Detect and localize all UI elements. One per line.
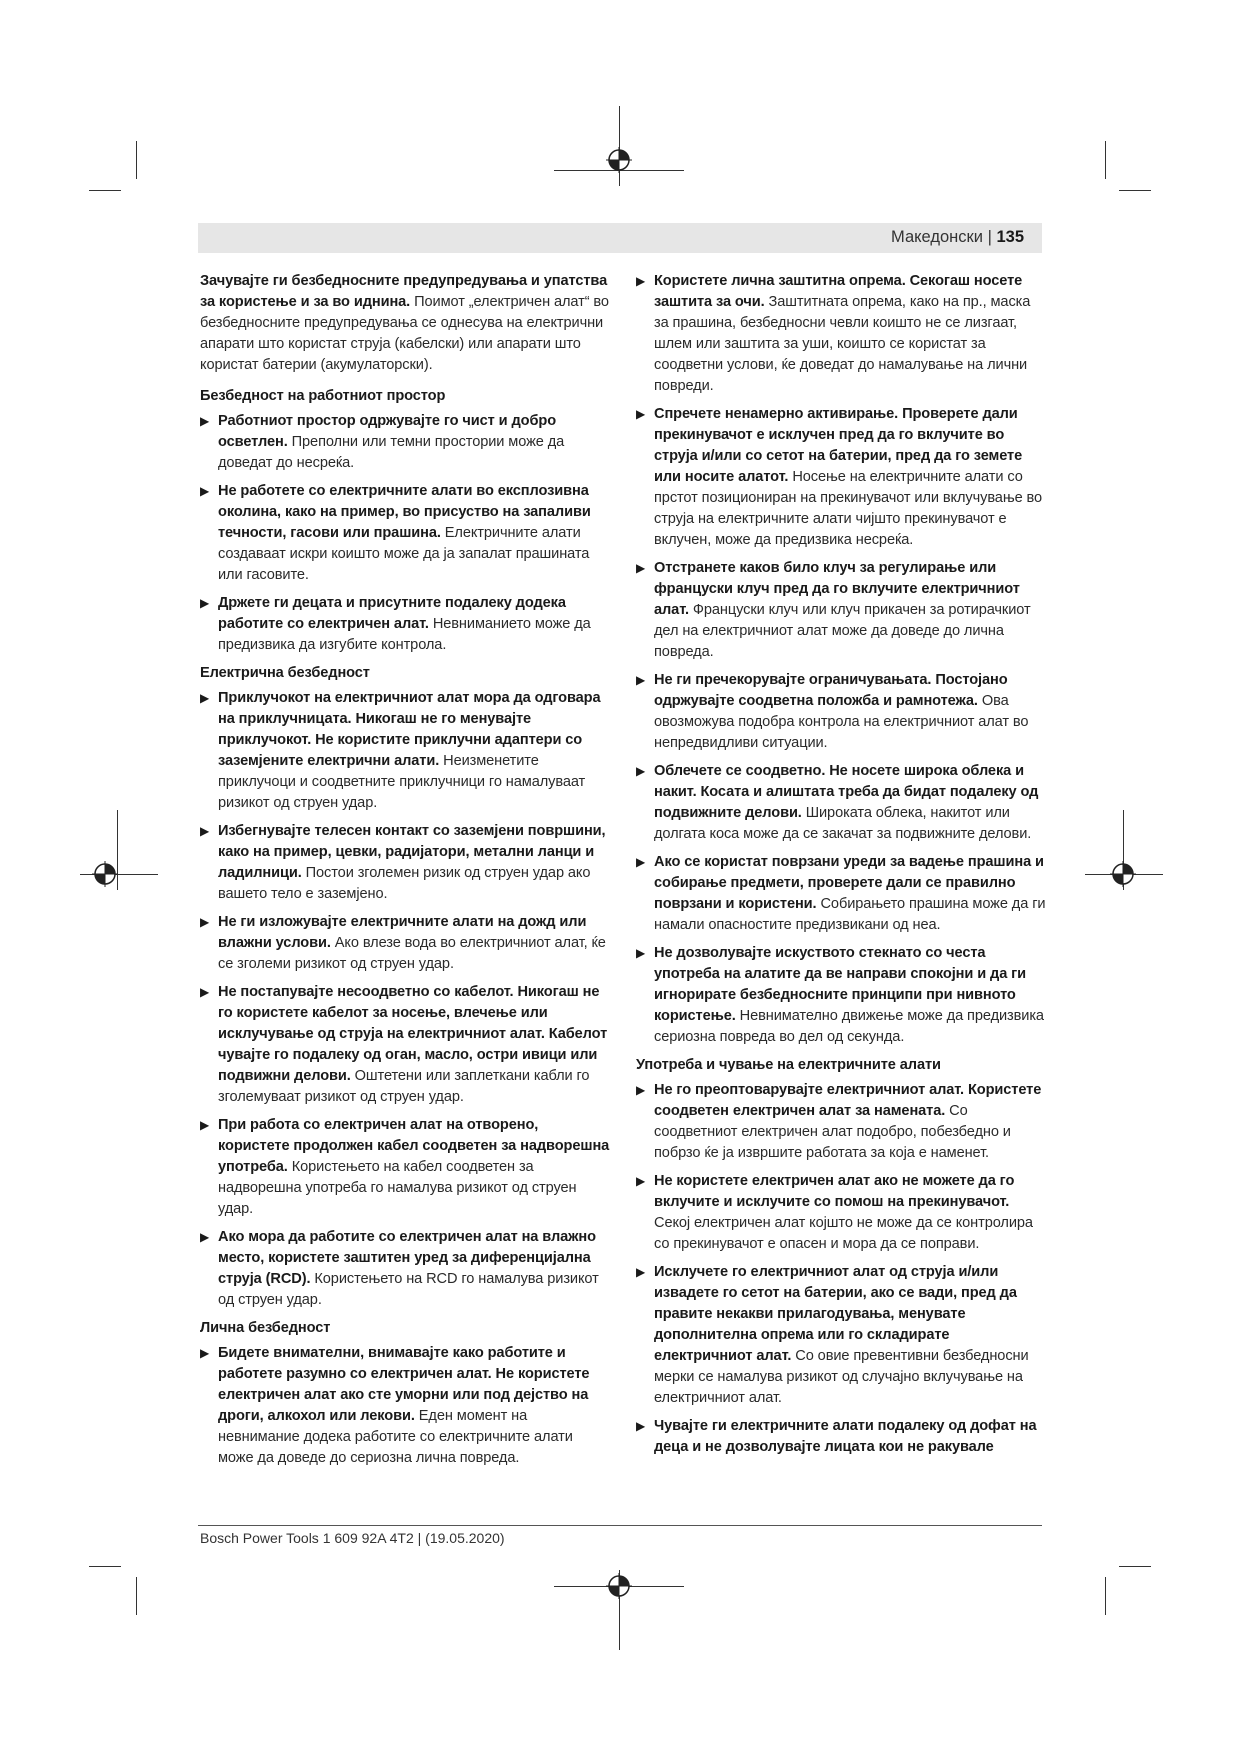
intro-bold: Зачувајте ги безбедносните предупредувања и упатства за користење и за во иднина. — [200, 273, 608, 310]
safety-item — [636, 1080, 1046, 1164]
bullet-arrow-icon: ▶ — [636, 764, 646, 778]
safety-item — [200, 1343, 610, 1469]
left-column — [200, 271, 610, 1476]
item-bold: Отстранете каков било клуч за регулирање или француски клуч пред да го вклучите електричниот алат. — [654, 560, 1020, 618]
bullet-arrow-icon: ▶ — [636, 1419, 646, 1433]
item-bold: Бидете внимателни, внимавајте како работите и работете разумно со електричен алат. Не користете електричен алат ако сте уморни или под дејство на дроги, алкохол или лекови. — [218, 1345, 590, 1424]
item-text: Електричните алати создаваат искри коишто може да ја запалат прашината или гасовите. — [218, 525, 590, 583]
item-text: Ако влезе вода во електричниот алат, ќе се зголеми ризикот од струен удар. — [218, 935, 606, 972]
footer-text: Bosch Power Tools 1 609 92A 4T2 | (19.05.2020) — [200, 1530, 505, 1546]
bullet-arrow-icon: ▶ — [636, 274, 646, 288]
bullet-arrow-icon: ▶ — [200, 1118, 210, 1132]
item-bold: Приклучокот на електричниот алат мора да одговара на приклучницата. Никогаш не го менувајте приклучокот. Не користите приклучни адаптери со заземјените електрични алати. — [218, 690, 601, 769]
header-text — [891, 228, 1024, 247]
safety-item — [636, 943, 1046, 1048]
crop-mark — [1119, 1566, 1151, 1567]
item-bold: Ако мора да работите со електричен алат на влажно место, користете заштитен уред за диференцијална струја (RCD). — [218, 1229, 596, 1287]
bullet-arrow-icon: ▶ — [200, 1230, 210, 1244]
item-bold: Облечете се соодветно. Не носете широка облека и накит. Косата и алиштата треба да бидат подалеку од подвижните делови. — [654, 763, 1039, 821]
safety-item — [636, 1262, 1046, 1409]
safety-item — [200, 982, 610, 1108]
safety-item — [636, 670, 1046, 754]
item-text: Еден момент на невнимание додека работите со електричните алати може да доведе до сериозна лична повреда. — [218, 1408, 573, 1466]
bullet-arrow-icon: ▶ — [636, 1265, 646, 1279]
item-text: Секој електричен алат којшто не може да се контролира со прекинувачот е опасен и мора да се поправи. — [654, 1215, 1033, 1252]
safety-item — [200, 912, 610, 975]
section-heading: Безбедност на работниот простор — [200, 388, 446, 404]
item-bold: Спречете ненамерно активирање. Проверете дали прекинувачот е исклучен пред да го вклучите во струја и/или со сетот на батерии, пред да го земете или носите алатот. — [654, 406, 1023, 485]
safety-item — [200, 593, 610, 656]
safety-item — [636, 558, 1046, 663]
bullet-arrow-icon: ▶ — [636, 946, 646, 960]
item-text: Користењето на кабел соодветен за надворешна употреба го намалува ризикот од струен удар. — [218, 1159, 577, 1217]
bullet-arrow-icon: ▶ — [636, 407, 646, 421]
bullet-arrow-icon: ▶ — [200, 824, 210, 838]
item-text: Со овие превентивни безбедносни мерки се намалува ризикот од случајно вклучување на електричниот алат. — [654, 1348, 1029, 1406]
crop-mark — [136, 1577, 137, 1615]
bullet-arrow-icon: ▶ — [636, 855, 646, 869]
item-text: Преполни или темни простории може да доведат до несреќа. — [218, 434, 565, 471]
header-language: Македонски — [891, 228, 983, 246]
right-column — [636, 271, 1046, 1465]
item-text: Заштитната опрема, како на пр., маска за прашина, безбедносни чевли коишто не се лизгаат, шлем или заштита за уши, коишто се користат за соодветни услови, ќе доведат до намалување на лични повреди. — [654, 294, 1031, 394]
item-bold: Не ги пречекорувајте ограничувањата. Постојано одржувајте соодветна положба и рамнотежа. — [654, 672, 1008, 709]
bullet-arrow-icon: ▶ — [200, 691, 210, 705]
item-bold: Не го преоптоварувајте електричниот алат. Користете соодветен електричен алат за намената. — [654, 1082, 1042, 1119]
safety-item — [636, 404, 1046, 551]
item-bold: Користете лична заштитна опрема. Секогаш носете заштита за очи. — [654, 273, 1023, 310]
bullet-arrow-icon: ▶ — [636, 1083, 646, 1097]
item-bold: Не ги изложувајте електричните алати на дожд или влажни услови. — [218, 914, 587, 951]
item-bold: Не работете со електричните алати во експлозивна околина, како на пример, во присуство на запаливи течности, гасови или прашина. — [218, 483, 591, 541]
intro-text: Поимот „електричен алат“ во безбедносните предупредувања се однесува на електрични апарати што користат струја (кабелски) или апарати што користат батерии (акумулаторски). — [200, 294, 609, 373]
header-separator: | — [987, 228, 992, 246]
item-text: Носење на електричните алати со прстот позициониран на прекинувачот или вклучување во струја на електричните алати чијшто прекинувачот е вклучен, може да предизвика несреќа. — [654, 469, 1043, 548]
footer-rule — [198, 1525, 1042, 1526]
safety-item — [636, 852, 1046, 936]
crop-mark — [89, 190, 121, 191]
bullet-arrow-icon: ▶ — [200, 484, 210, 498]
item-text: Постои зголемен ризик од струен удар ако вашето тело е заземјено. — [218, 865, 591, 902]
crop-mark — [136, 141, 137, 179]
safety-item — [200, 821, 610, 905]
item-text: Неизменетите приклучоци и соодветните приклучници го намалуваат ризикот од струен удар. — [218, 753, 586, 811]
safety-item — [200, 1115, 610, 1220]
safety-item — [636, 271, 1046, 397]
item-text: Оштетени или заплеткани кабли го зголемуваат ризикот од струен удар. — [218, 1068, 590, 1105]
section-heading: Употреба и чување на електричните алати — [636, 1057, 941, 1073]
intro-paragraph — [200, 271, 610, 376]
registration-line — [619, 106, 620, 186]
item-bold: Не дозволувајте искуството стекнато со честа употреба на алатите да ве направи спокојни и да ги игнорирате безбедносните принципи при нивното користење. — [654, 945, 1027, 1024]
bullet-arrow-icon: ▶ — [200, 1346, 210, 1360]
crop-mark — [1105, 141, 1106, 179]
item-bold: Исклучете го електричниот алат од струја и/или извадете го сетот на батерии, ако се вади, пред да правите некакви прилагодувања, менувате дополнителна опрема или го складирате електричниот алат. — [654, 1264, 1017, 1364]
item-text: Француски клуч или клуч прикачен за ротирачкиот дел на електричниот алат може да доведе до лична повреда. — [654, 602, 1031, 660]
item-bold: Ако се користат поврзани уреди за вадење прашина и собирање предмети, проверете дали се правилно поврзани и користени. — [654, 854, 1044, 912]
page-header — [198, 223, 1042, 253]
page-number: 135 — [996, 228, 1024, 246]
bullet-arrow-icon: ▶ — [636, 561, 646, 575]
item-text: Користењето на RCD го намалува ризикот од струен удар. — [218, 1271, 599, 1308]
item-bold: Работниот простор одржувајте го чист и добро осветлен. — [218, 413, 557, 450]
safety-item — [636, 1416, 1046, 1458]
bullet-arrow-icon: ▶ — [636, 673, 646, 687]
item-bold: Не користете електричен алат ако не можете да го вклучите и исклучите со помош на прекинувачот. — [654, 1173, 1015, 1210]
item-text: Со соодветниот електричен алат подобро, побезбедно и побрзо ќе ја извршите работата за која е наменет. — [654, 1103, 1011, 1161]
bullet-arrow-icon: ▶ — [200, 985, 210, 999]
item-text: Невнимателно движење може да предизвика сериозна повреда во дел од секунда. — [654, 1008, 1044, 1045]
crop-mark — [89, 1566, 121, 1567]
bullet-arrow-icon: ▶ — [200, 915, 210, 929]
safety-item — [200, 411, 610, 474]
safety-item — [200, 1227, 610, 1311]
safety-item — [200, 481, 610, 586]
crop-mark — [1119, 190, 1151, 191]
registration-target-icon — [606, 147, 632, 173]
item-bold: Држете ги децата и присутните подалеку додека работите со електричен алат. — [218, 595, 566, 632]
registration-target-icon — [92, 861, 118, 887]
item-bold: Избегнувајте телесен контакт со заземјени површини, како на пример, цевки, радијатори, метални ланци и ладилници. — [218, 823, 606, 881]
section-heading: Електрична безбедност — [200, 665, 370, 681]
registration-target-icon — [1110, 861, 1136, 887]
item-bold: При работа со електричен алат на отворено, користете продолжен кабел соодветен за надворешна употреба. — [218, 1117, 610, 1175]
item-text: Собирањето прашина може да ги намали опасностите предизвикани од неа. — [654, 896, 1046, 933]
bullet-arrow-icon: ▶ — [200, 596, 210, 610]
registration-target-icon — [606, 1573, 632, 1599]
item-bold: Не постапувајте несоодветно со кабелот. Никогаш не го користете кабелот за носење, влечење или исклучување од струја на електричниот алат. Кабелот чувајте го подалеку од оган, масло, остри ивици или подвижни делови. — [218, 984, 608, 1084]
safety-item — [200, 688, 610, 814]
item-text: Ова овозможува подобра контрола на електричниот алат во непредвидливи ситуации. — [654, 693, 1029, 751]
item-text: Широката облека, накитот или долгата коса може да се закачат за подвижните делови. — [654, 805, 1032, 842]
crop-mark — [1105, 1577, 1106, 1615]
section-heading: Лична безбедност — [200, 1320, 331, 1336]
bullet-arrow-icon: ▶ — [636, 1174, 646, 1188]
item-text: Невниманието може да предизвика да изгубите контрола. — [218, 616, 591, 653]
bullet-arrow-icon: ▶ — [200, 414, 210, 428]
safety-item — [636, 761, 1046, 845]
item-bold: Чувајте ги електричните алати подалеку од дофат на деца и не дозволувајте лицата кои не ракувале — [654, 1418, 1037, 1455]
safety-item — [636, 1171, 1046, 1255]
